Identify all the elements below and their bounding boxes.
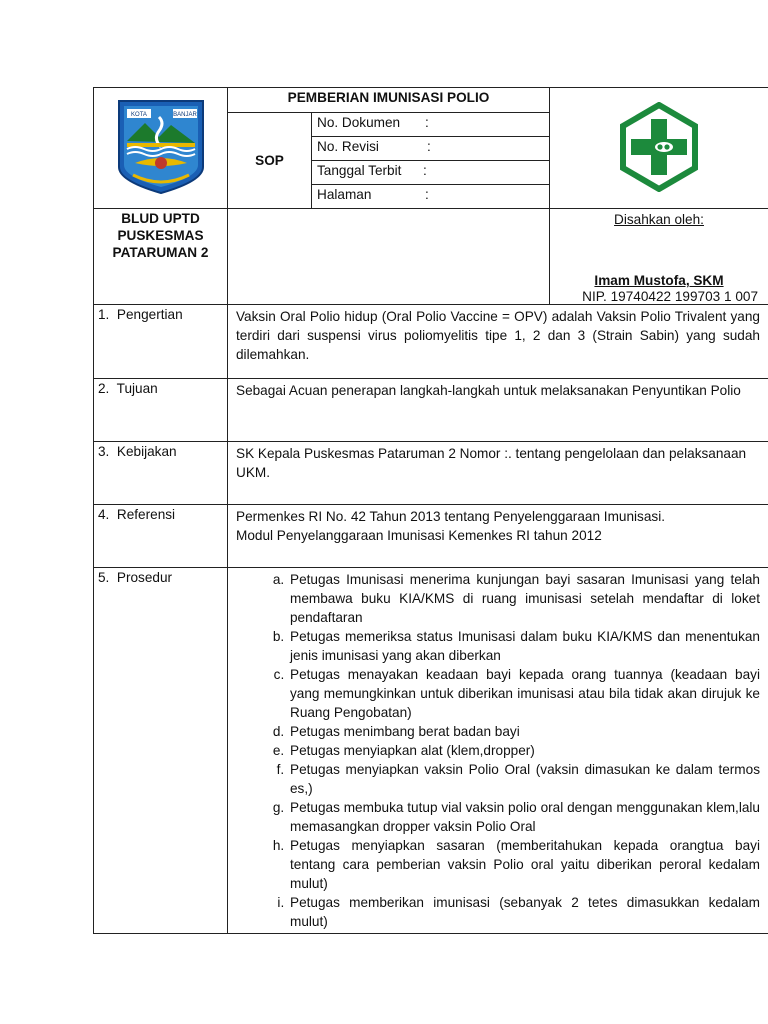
svg-text:BANJAR: BANJAR: [172, 111, 197, 118]
section-prosedur-steps: [228, 568, 768, 934]
approval-block: [550, 209, 768, 305]
kota-banjar-emblem-icon: [115, 97, 207, 197]
procedure-step: e. Petugas menyiapkan alat (klem,dropper): [288, 741, 760, 760]
approved-by-label: Disahkan oleh:: [614, 212, 704, 227]
procedure-step: c. Petugas menayakan keadaan bayi kepada orang tuannya (keadaan bayi yang memungkinkan untuk diberikan imunisasi atau bila tidak akan dirujuk ke Ruang Pengobatan): [288, 665, 760, 722]
right-logo-cell: [550, 88, 768, 209]
meta-halaman: Halaman :: [312, 185, 550, 209]
section-text-tujuan: Sebagai Acuan penerapan langkah-langkah untuk melaksanakan Penyuntikan Polio: [228, 379, 768, 442]
procedure-step: i. Petugas memberikan imunisasi (sebanyak 2 tetes dimasukkan kedalam mulut): [288, 893, 760, 931]
organization-name: BLUD UPTD PUSKESMAS PATARUMAN 2: [94, 209, 228, 305]
approver-nip: NIP. 19740422 199703 1 007: [582, 289, 758, 304]
sop-table: [93, 87, 768, 934]
procedure-step: b. Petugas memeriksa status Imunisasi dalam buku KIA/KMS dan menentukan jenis imunisasi yang akan diberkan: [288, 627, 760, 665]
section-label-referensi: 4. Referensi: [94, 505, 228, 568]
procedure-step: f. Petugas menyiapkan vaksin Polio Oral (vaksin dimasukan ke dalam termos es,): [288, 760, 760, 798]
section-label-tujuan: 2. Tujuan: [94, 379, 228, 442]
section-text-kebijakan: SK Kepala Puskesmas Pataruman 2 Nomor :. tentang pengelolaan dan pelaksanaan UKM.: [228, 442, 768, 505]
section-label-pengertian: 1. Pengertian: [94, 305, 228, 379]
procedure-step: a. Petugas Imunisasi menerima kunjungan bayi sasaran Imunisasi yang telah membawa buku KIA/KMS di ruang imunisasi setelah mendaftar di loket pendaftaran: [288, 570, 760, 627]
meta-tanggal-terbit: Tanggal Terbit :: [312, 161, 550, 185]
section-label-kebijakan: 3. Kebijakan: [94, 442, 228, 505]
section-label-prosedur: 5. Prosedur: [94, 568, 228, 934]
puskesmas-logo-icon: [614, 102, 704, 192]
section-text-referensi: [228, 505, 768, 568]
procedure-list: [236, 570, 760, 931]
blank-header-cell: [228, 209, 550, 305]
left-logo-cell: [94, 88, 228, 209]
reference-line: Permenkes RI No. 42 Tahun 2013 tentang Penyelenggaraan Imunisasi.: [236, 509, 665, 524]
meta-no-revisi: No. Revisi :: [312, 137, 550, 161]
approver-name: Imam Mustofa, SKM: [594, 273, 724, 288]
procedure-step: g. Petugas membuka tutup vial vaksin polio oral dengan menggunakan klem,lalu memasangkan dropper vaksin Polio Oral: [288, 798, 760, 836]
procedure-step: h. Petugas menyiapkan sasaran (memberitahukan kepada orangtua bayi tentang cara pemberian vaksin Polio oral yaitu diberikan peroral kedalam mulut): [288, 836, 760, 893]
section-text-pengertian: Vaksin Oral Polio hidup (Oral Polio Vaccine = OPV) adalah Vaksin Polio Trivalent yang terdiri dari suspensi virus poliomyelitis tipe 1, 2 dan 3 (Strain Sabin) yang sudah dilemahkan.: [228, 305, 768, 379]
svg-text:KOTA: KOTA: [130, 111, 147, 118]
meta-no-dokumen: No. Dokumen :: [312, 113, 550, 137]
procedure-step: d. Petugas menimbang berat badan bayi: [288, 722, 760, 741]
reference-line: Modul Penyelanggaraan Imunisasi Kemenkes RI tahun 2012: [236, 528, 602, 543]
document-title: PEMBERIAN IMUNISASI POLIO: [228, 88, 550, 113]
sop-label: SOP: [228, 113, 312, 209]
